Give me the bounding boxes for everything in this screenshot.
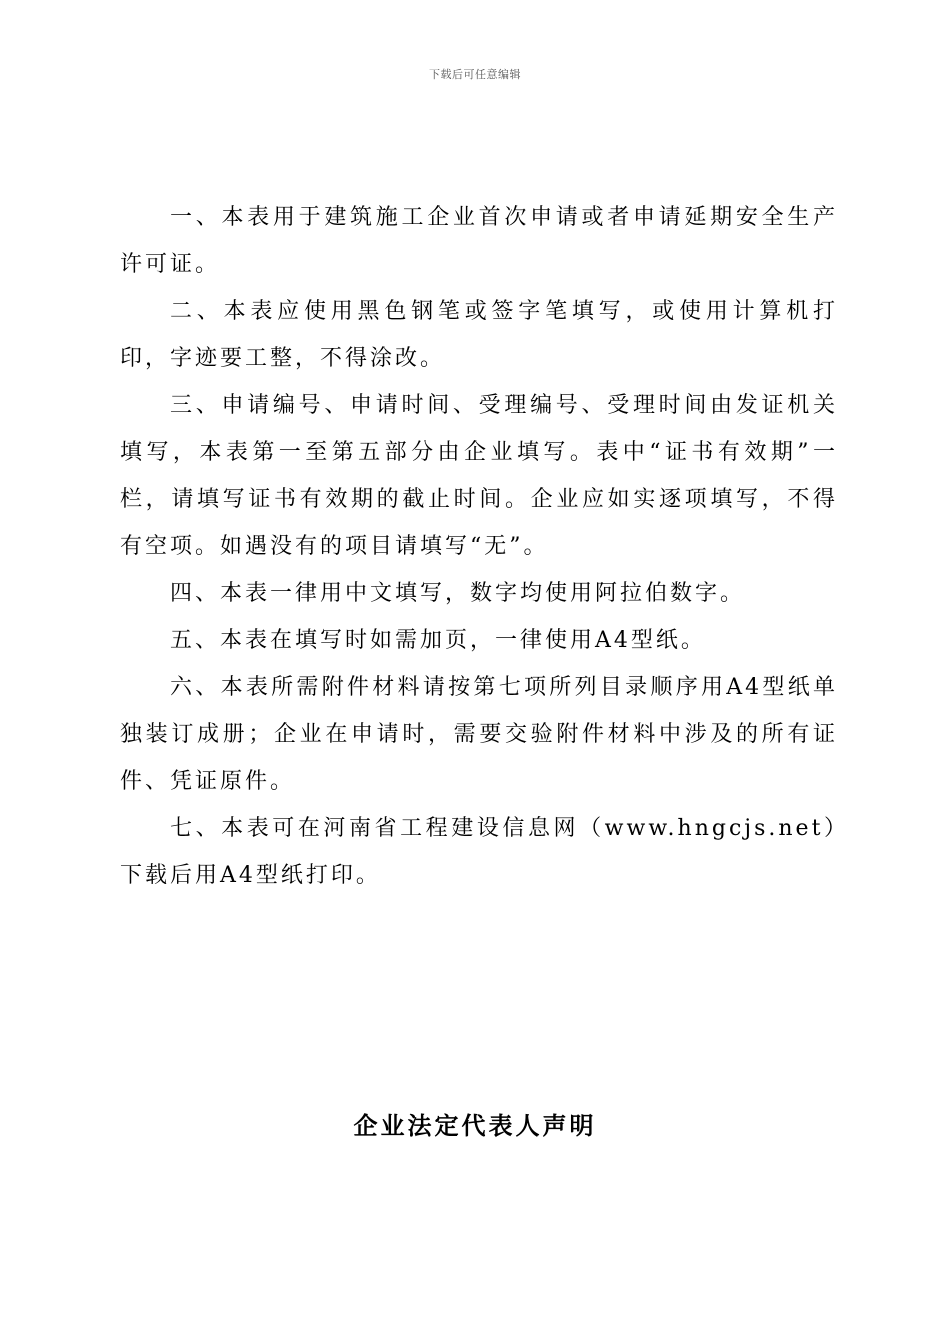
page-header: 下载后可任意编辑 xyxy=(429,68,521,81)
instruction-item-6: 六、本表所需附件材料请按第七项所列目录顺序用A4型纸单独装订成册；企业在申请时，需要交验附件材料中涉及的所有证件、凭证原件。 xyxy=(120,675,838,794)
instruction-item-1: 一、本表用于建筑施工企业首次申请或者申请延期安全生产许可证。 xyxy=(120,205,838,277)
instruction-item-3: 三、申请编号、申请时间、受理编号、受理时间由发证机关填写，本表第一至第五部分由企业填写。表中“证书有效期”一栏，请填写证书有效期的截止时间。企业应如实逐项填写，不得有空项。如遇没有的项目请填写“无”。 xyxy=(120,393,838,559)
instruction-item-4: 四、本表一律用中文填写，数字均使用阿拉伯数字。 xyxy=(170,581,746,606)
instruction-item-2: 二、本表应使用黑色钢笔或签字笔填写，或使用计算机打印，字迹要工整，不得涂改。 xyxy=(120,299,838,371)
instructions-section xyxy=(120,194,838,899)
section-title: 企业法定代表人声明 xyxy=(353,1111,597,1140)
instruction-item-5: 五、本表在填写时如需加页，一律使用A4型纸。 xyxy=(170,628,706,653)
instruction-item-7: 七、本表可在河南省工程建设信息网（www.hngcjs.net）下载后用A4型纸打印。 xyxy=(120,816,838,888)
